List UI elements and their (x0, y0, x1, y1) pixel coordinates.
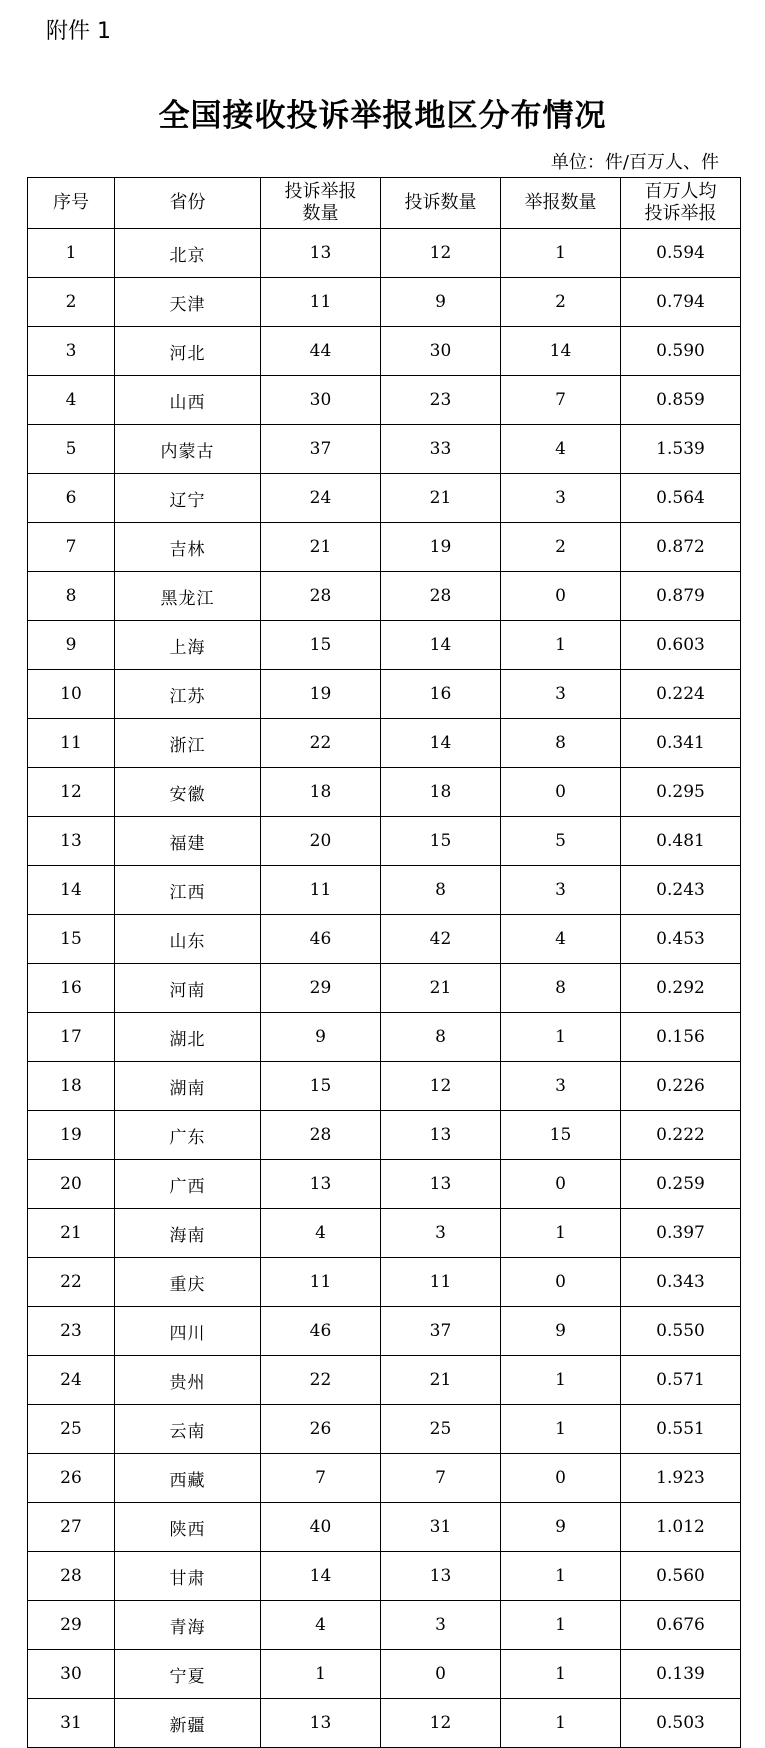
cell-complaints: 14 (381, 719, 501, 768)
table-row (28, 1552, 741, 1601)
cell-per-million: 0.794 (621, 278, 741, 327)
table-row (28, 915, 741, 964)
cell-per-million: 0.226 (621, 1062, 741, 1111)
cell-province: 云南 (115, 1405, 261, 1454)
cell-province: 浙江 (115, 719, 261, 768)
cell-reports: 1 (501, 1209, 621, 1258)
cell-total: 11 (261, 1258, 381, 1307)
cell-per-million: 0.676 (621, 1601, 741, 1650)
cell-total: 46 (261, 915, 381, 964)
cell-index: 3 (28, 327, 115, 376)
table-body (28, 229, 741, 1748)
cell-province: 陕西 (115, 1503, 261, 1552)
cell-province: 山西 (115, 376, 261, 425)
cell-province: 湖北 (115, 1013, 261, 1062)
cell-complaints: 12 (381, 1062, 501, 1111)
cell-complaints: 13 (381, 1111, 501, 1160)
cell-reports: 9 (501, 1307, 621, 1356)
table-row (28, 621, 741, 670)
cell-province: 重庆 (115, 1258, 261, 1307)
table-row (28, 1454, 741, 1503)
cell-complaints: 21 (381, 964, 501, 1013)
cell-total: 18 (261, 768, 381, 817)
cell-province: 甘肃 (115, 1552, 261, 1601)
cell-reports: 8 (501, 964, 621, 1013)
cell-per-million: 0.503 (621, 1699, 741, 1748)
cell-index: 13 (28, 817, 115, 866)
cell-total: 4 (261, 1209, 381, 1258)
cell-reports: 0 (501, 1454, 621, 1503)
cell-province: 西藏 (115, 1454, 261, 1503)
cell-total: 11 (261, 866, 381, 915)
table-row (28, 719, 741, 768)
cell-province: 天津 (115, 278, 261, 327)
table-row (28, 866, 741, 915)
cell-total: 13 (261, 1699, 381, 1748)
cell-province: 湖南 (115, 1062, 261, 1111)
cell-complaints: 42 (381, 915, 501, 964)
cell-total: 21 (261, 523, 381, 572)
cell-province: 广东 (115, 1111, 261, 1160)
cell-total: 44 (261, 327, 381, 376)
cell-index: 30 (28, 1650, 115, 1699)
cell-complaints: 3 (381, 1601, 501, 1650)
cell-per-million: 0.603 (621, 621, 741, 670)
cell-reports: 2 (501, 523, 621, 572)
cell-per-million: 0.550 (621, 1307, 741, 1356)
cell-reports: 1 (501, 229, 621, 278)
cell-total: 26 (261, 1405, 381, 1454)
cell-per-million: 0.343 (621, 1258, 741, 1307)
cell-reports: 3 (501, 670, 621, 719)
cell-index: 19 (28, 1111, 115, 1160)
cell-reports: 1 (501, 1356, 621, 1405)
cell-reports: 14 (501, 327, 621, 376)
cell-index: 2 (28, 278, 115, 327)
cell-per-million: 0.156 (621, 1013, 741, 1062)
cell-index: 26 (28, 1454, 115, 1503)
cell-index: 18 (28, 1062, 115, 1111)
cell-complaints: 3 (381, 1209, 501, 1258)
cell-complaints: 21 (381, 474, 501, 523)
cell-per-million: 0.295 (621, 768, 741, 817)
cell-per-million: 0.564 (621, 474, 741, 523)
table-row (28, 1356, 741, 1405)
cell-index: 27 (28, 1503, 115, 1552)
cell-complaints: 7 (381, 1454, 501, 1503)
cell-index: 6 (28, 474, 115, 523)
cell-total: 15 (261, 1062, 381, 1111)
cell-reports: 9 (501, 1503, 621, 1552)
cell-reports: 0 (501, 572, 621, 621)
cell-reports: 1 (501, 1601, 621, 1650)
cell-total: 15 (261, 621, 381, 670)
cell-total: 13 (261, 229, 381, 278)
cell-total: 24 (261, 474, 381, 523)
table-row (28, 1699, 741, 1748)
cell-province: 江西 (115, 866, 261, 915)
table-row (28, 278, 741, 327)
cell-province: 宁夏 (115, 1650, 261, 1699)
page-title: 全国接收投诉举报地区分布情况 (158, 98, 607, 134)
cell-complaints: 12 (381, 1699, 501, 1748)
cell-total: 29 (261, 964, 381, 1013)
cell-index: 4 (28, 376, 115, 425)
cell-per-million: 0.222 (621, 1111, 741, 1160)
cell-index: 16 (28, 964, 115, 1013)
cell-per-million: 1.012 (621, 1503, 741, 1552)
cell-per-million: 0.571 (621, 1356, 741, 1405)
table-row (28, 964, 741, 1013)
complaints-by-region-table (27, 177, 741, 1748)
cell-index: 20 (28, 1160, 115, 1209)
cell-total: 1 (261, 1650, 381, 1699)
cell-complaints: 25 (381, 1405, 501, 1454)
cell-index: 10 (28, 670, 115, 719)
cell-province: 四川 (115, 1307, 261, 1356)
cell-complaints: 13 (381, 1160, 501, 1209)
cell-province: 海南 (115, 1209, 261, 1258)
cell-province: 辽宁 (115, 474, 261, 523)
cell-complaints: 18 (381, 768, 501, 817)
cell-complaints: 16 (381, 670, 501, 719)
table-row (28, 1405, 741, 1454)
cell-reports: 1 (501, 1699, 621, 1748)
cell-index: 9 (28, 621, 115, 670)
cell-province: 安徽 (115, 768, 261, 817)
cell-province: 福建 (115, 817, 261, 866)
cell-index: 5 (28, 425, 115, 474)
cell-total: 28 (261, 572, 381, 621)
cell-index: 14 (28, 866, 115, 915)
table-row (28, 1650, 741, 1699)
header-reports: 举报数量 (501, 178, 621, 229)
cell-per-million: 0.590 (621, 327, 741, 376)
cell-total: 28 (261, 1111, 381, 1160)
header-per-million: 百万人均 投诉举报 (621, 178, 741, 229)
table-row (28, 1258, 741, 1307)
annex-label: 附件 1 (46, 19, 111, 44)
cell-total: 46 (261, 1307, 381, 1356)
cell-index: 7 (28, 523, 115, 572)
cell-index: 21 (28, 1209, 115, 1258)
cell-per-million: 0.879 (621, 572, 741, 621)
cell-index: 24 (28, 1356, 115, 1405)
cell-province: 江苏 (115, 670, 261, 719)
cell-total: 9 (261, 1013, 381, 1062)
table-row (28, 1503, 741, 1552)
cell-reports: 4 (501, 915, 621, 964)
cell-reports: 1 (501, 1013, 621, 1062)
cell-complaints: 11 (381, 1258, 501, 1307)
table-row (28, 670, 741, 719)
cell-per-million: 0.397 (621, 1209, 741, 1258)
cell-per-million: 0.859 (621, 376, 741, 425)
table-row (28, 817, 741, 866)
cell-total: 14 (261, 1552, 381, 1601)
cell-complaints: 21 (381, 1356, 501, 1405)
cell-index: 17 (28, 1013, 115, 1062)
cell-reports: 2 (501, 278, 621, 327)
header-complaints: 投诉数量 (381, 178, 501, 229)
cell-reports: 1 (501, 1552, 621, 1601)
table-row (28, 1307, 741, 1356)
cell-total: 20 (261, 817, 381, 866)
cell-total: 37 (261, 425, 381, 474)
cell-reports: 1 (501, 1405, 621, 1454)
cell-reports: 1 (501, 1650, 621, 1699)
cell-reports: 4 (501, 425, 621, 474)
cell-province: 黑龙江 (115, 572, 261, 621)
cell-reports: 3 (501, 1062, 621, 1111)
cell-per-million: 1.539 (621, 425, 741, 474)
cell-index: 1 (28, 229, 115, 278)
cell-reports: 0 (501, 768, 621, 817)
cell-per-million: 0.481 (621, 817, 741, 866)
cell-complaints: 0 (381, 1650, 501, 1699)
cell-reports: 15 (501, 1111, 621, 1160)
cell-index: 11 (28, 719, 115, 768)
cell-province: 新疆 (115, 1699, 261, 1748)
cell-reports: 7 (501, 376, 621, 425)
cell-province: 内蒙古 (115, 425, 261, 474)
cell-complaints: 31 (381, 1503, 501, 1552)
header-total: 投诉举报 数量 (261, 178, 381, 229)
cell-complaints: 8 (381, 866, 501, 915)
cell-complaints: 13 (381, 1552, 501, 1601)
table-row (28, 1209, 741, 1258)
cell-per-million: 0.594 (621, 229, 741, 278)
table-row (28, 425, 741, 474)
header-index: 序号 (28, 178, 115, 229)
cell-complaints: 30 (381, 327, 501, 376)
cell-index: 8 (28, 572, 115, 621)
cell-per-million: 0.139 (621, 1650, 741, 1699)
table-row (28, 572, 741, 621)
cell-complaints: 8 (381, 1013, 501, 1062)
table-row (28, 523, 741, 572)
cell-complaints: 15 (381, 817, 501, 866)
cell-reports: 1 (501, 621, 621, 670)
cell-total: 22 (261, 719, 381, 768)
cell-total: 7 (261, 1454, 381, 1503)
cell-province: 青海 (115, 1601, 261, 1650)
cell-per-million: 0.292 (621, 964, 741, 1013)
cell-total: 22 (261, 1356, 381, 1405)
cell-index: 29 (28, 1601, 115, 1650)
cell-reports: 3 (501, 474, 621, 523)
table-row (28, 376, 741, 425)
cell-index: 22 (28, 1258, 115, 1307)
cell-per-million: 0.560 (621, 1552, 741, 1601)
cell-complaints: 19 (381, 523, 501, 572)
cell-province: 贵州 (115, 1356, 261, 1405)
cell-province: 河北 (115, 327, 261, 376)
unit-note: 单位：件/百万人、件 (550, 152, 719, 173)
cell-total: 4 (261, 1601, 381, 1650)
table-row (28, 1160, 741, 1209)
cell-index: 31 (28, 1699, 115, 1748)
cell-reports: 0 (501, 1258, 621, 1307)
cell-per-million: 0.341 (621, 719, 741, 768)
cell-index: 28 (28, 1552, 115, 1601)
cell-per-million: 0.224 (621, 670, 741, 719)
cell-complaints: 28 (381, 572, 501, 621)
cell-index: 15 (28, 915, 115, 964)
cell-complaints: 14 (381, 621, 501, 670)
table-row (28, 1601, 741, 1650)
cell-complaints: 23 (381, 376, 501, 425)
cell-per-million: 0.872 (621, 523, 741, 572)
table-row (28, 229, 741, 278)
cell-index: 23 (28, 1307, 115, 1356)
cell-per-million: 0.453 (621, 915, 741, 964)
table-row (28, 327, 741, 376)
cell-per-million: 0.259 (621, 1160, 741, 1209)
cell-province: 山东 (115, 915, 261, 964)
cell-reports: 5 (501, 817, 621, 866)
cell-reports: 8 (501, 719, 621, 768)
cell-index: 25 (28, 1405, 115, 1454)
cell-reports: 0 (501, 1160, 621, 1209)
cell-complaints: 12 (381, 229, 501, 278)
cell-total: 11 (261, 278, 381, 327)
cell-province: 上海 (115, 621, 261, 670)
table-row (28, 768, 741, 817)
cell-province: 河南 (115, 964, 261, 1013)
cell-per-million: 0.243 (621, 866, 741, 915)
cell-total: 40 (261, 1503, 381, 1552)
table-row (28, 1062, 741, 1111)
table-row (28, 1013, 741, 1062)
cell-reports: 3 (501, 866, 621, 915)
cell-total: 13 (261, 1160, 381, 1209)
cell-complaints: 9 (381, 278, 501, 327)
cell-index: 12 (28, 768, 115, 817)
cell-per-million: 0.551 (621, 1405, 741, 1454)
table-row (28, 474, 741, 523)
cell-complaints: 33 (381, 425, 501, 474)
cell-complaints: 37 (381, 1307, 501, 1356)
table-row (28, 1111, 741, 1160)
cell-total: 19 (261, 670, 381, 719)
cell-per-million: 1.923 (621, 1454, 741, 1503)
table-header-row (28, 178, 741, 229)
header-province: 省份 (115, 178, 261, 229)
cell-province: 北京 (115, 229, 261, 278)
cell-province: 吉林 (115, 523, 261, 572)
cell-total: 30 (261, 376, 381, 425)
cell-province: 广西 (115, 1160, 261, 1209)
